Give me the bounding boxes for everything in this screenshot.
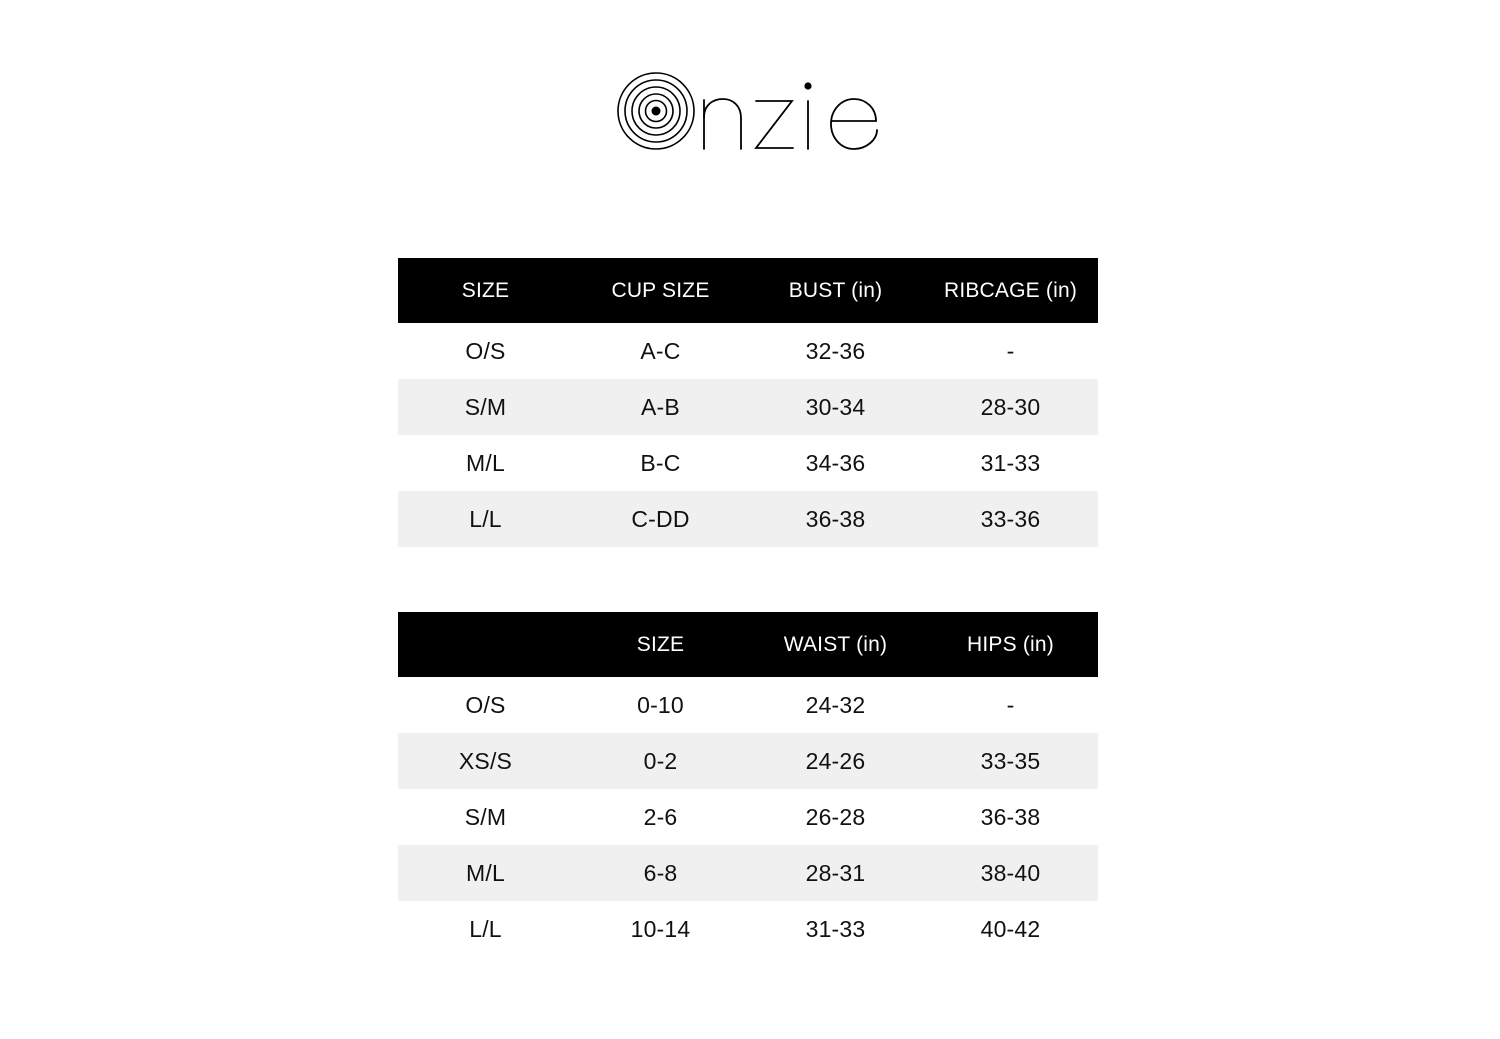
cell-waist: 28-31 [748,845,923,901]
cell-waist: 24-26 [748,733,923,789]
table-body [398,323,1098,547]
bottoms-size-table [398,612,1098,957]
cell-size: 0-10 [573,677,748,733]
table-header-row [398,612,1098,677]
table-header [398,612,1098,677]
cell-hips: 40-42 [923,901,1098,957]
table-header [398,258,1098,323]
cell-waist: 24-32 [748,677,923,733]
table-row [398,491,1098,547]
cell-label: M/L [398,845,573,901]
cell-ribcage: 33-36 [923,491,1098,547]
bra-size-table [398,258,1098,547]
cell-size: L/L [398,491,573,547]
cell-hips: - [923,677,1098,733]
cell-size: 2-6 [573,789,748,845]
table-row [398,435,1098,491]
table-row [398,845,1098,901]
cell-size: 6-8 [573,845,748,901]
column-header-ribcage: RIBCAGE (in) [923,258,1098,323]
column-header-size: SIZE [573,612,748,677]
cell-size: S/M [398,379,573,435]
cell-cup-size: A-C [573,323,748,379]
concentric-circles-logo-icon [616,72,884,150]
table-row [398,323,1098,379]
column-header-hips: HIPS (in) [923,612,1098,677]
cell-ribcage: 28-30 [923,379,1098,435]
cell-label: S/M [398,789,573,845]
cell-bust: 36-38 [748,491,923,547]
cell-size: M/L [398,435,573,491]
cell-bust: 32-36 [748,323,923,379]
cell-waist: 31-33 [748,901,923,957]
table-header-row [398,258,1098,323]
cell-size: 10-14 [573,901,748,957]
cell-cup-size: C-DD [573,491,748,547]
cell-label: L/L [398,901,573,957]
cell-size: 0-2 [573,733,748,789]
cell-cup-size: A-B [573,379,748,435]
table-body [398,677,1098,957]
table-row [398,379,1098,435]
bottoms-size-table-block [398,612,1098,957]
column-header-waist: WAIST (in) [748,612,923,677]
table-row [398,733,1098,789]
cell-hips: 33-35 [923,733,1098,789]
cell-hips: 36-38 [923,789,1098,845]
table-row [398,677,1098,733]
cell-size: O/S [398,323,573,379]
column-header-size: SIZE [398,258,573,323]
column-header-bust: BUST (in) [748,258,923,323]
bra-size-table-block [398,258,1098,547]
cell-hips: 38-40 [923,845,1098,901]
cell-bust: 30-34 [748,379,923,435]
cell-label: XS/S [398,733,573,789]
cell-cup-size: B-C [573,435,748,491]
table-row [398,901,1098,957]
table-row [398,789,1098,845]
brand-logo [0,72,1500,150]
cell-bust: 34-36 [748,435,923,491]
cell-label: O/S [398,677,573,733]
column-header-blank [398,612,573,677]
cell-ribcage: - [923,323,1098,379]
cell-ribcage: 31-33 [923,435,1098,491]
column-header-cup-size: CUP SIZE [573,258,748,323]
cell-waist: 26-28 [748,789,923,845]
